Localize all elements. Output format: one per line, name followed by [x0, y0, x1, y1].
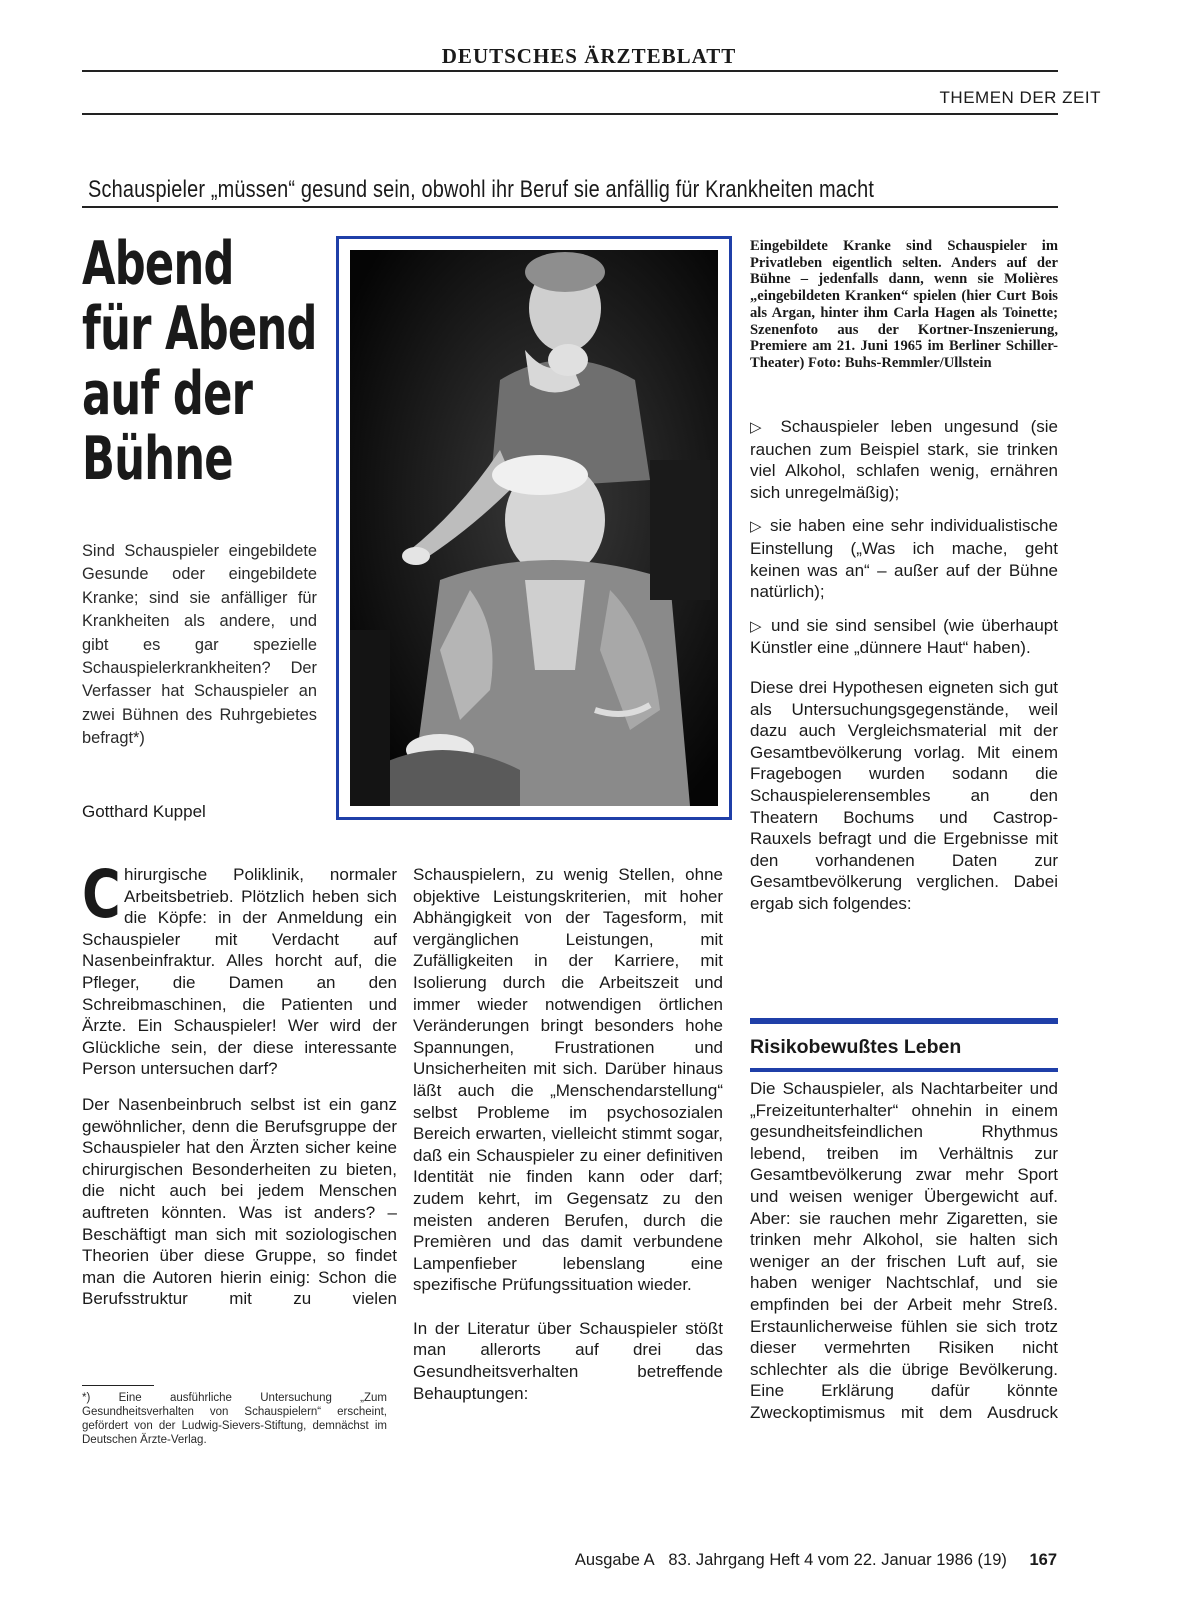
column-right — [750, 416, 1058, 928]
body-paragraph: Die Schauspieler, als Nachtarbeiter und „Freizeitunterhalter“ ohnehin in einem gesundheitsfeindlichen Rhythmus lebend, treiben im Verhältnis zur Gesamtbevölkerung zwar mehr Sport und weisen weniger Übergewicht auf. Aber: sie rauchen mehr Zigaretten, sie trinken mehr Alkohol, sie halten sich weniger an der frischen Luft auf, sie haben weniger Nachtschlaf, und sie empfinden bei der Arbeit mehr Streß. Erstaunlicherweise fühlen sie sich trotz dieser vermehrten Risiken nicht schlechter als die übrige Bevölkerung. Eine Erklärung dafür könnte Zweckoptimismus mit dem Ausdruck — [750, 1079, 1058, 1422]
triangle-bullet-icon: ▷ — [750, 518, 764, 536]
article-headline — [82, 229, 317, 494]
column-left — [82, 856, 397, 1324]
author-name: Gotthard Kuppel — [82, 802, 206, 821]
body-paragraph: hirurgische Poliklinik, normaler Arbeitsbetrieb. Plötzlich heben sich die Köpfe: in der Anmeldung ein Schauspieler mit Verdacht auf Nasenbeinfraktur. Alles horcht auf, die Pfleger, die Damen an den Schreibmaschinen, die Patienten und Ärzte. Ein Schauspieler! Wer wird der Glückliche sein, der diese interessante Person untersuchen darf? — [82, 865, 397, 1079]
body-paragraph: In der Literatur über Schauspieler stößt man allerorts auf drei das Gesundheitsverhalten betreffende Behauptungen: — [413, 1318, 723, 1403]
body-paragraph: Schauspielern, zu wenig Stellen, ohne objektive Leistungskriterien, mit hoher Abhängigkeit von der Tagesform, mit vergänglichen Leistungen, mit Zufälligkeiten in der Karriere, mit Isolierung durch die Arbeitszeit und immer wieder notwendigen örtlichen Veränderungen bringt besonders hohe Spannungen, Frustrationen und Unsicherheiten mit sich. Darüber hinaus läßt auch die „Menschendarstellung“ selbst Probleme im psychosozialen Bereich erwarten, vielleicht stimmt sogar, daß ein Schauspieler zu einer definitiven Identität nie finden kann oder darf; zudem kehrt, im Gegensatz zu den meisten anderen Berufen, durch die Premièren und das damit verbundene Lampenfieber lebenslang eine spezifische Prüfungssituation wieder. — [413, 865, 723, 1295]
heading-text: Risikobewußtes Leben — [750, 1036, 962, 1058]
subtitle-rule — [82, 206, 1058, 208]
triangle-bullet-icon: ▷ — [750, 419, 769, 436]
issue-info: 83. Jahrgang Heft 4 vom 22. Januar 1986 (19) — [668, 1551, 1007, 1569]
triangle-bullet-icon: ▷ — [750, 617, 764, 635]
body-paragraph: Diese drei Hypothesen eigneten sich gut als Untersuchungsgegenstände, weil dazu auch Vergleichsmaterial mit der Gesamtbevölkerung vorlag. Mit einem Fragebogen wurden sodann die Schauspielerensembles an den Theatern Bochums und Castrop-Rauxels befragt und die Ergebnisse mit den vorhandenen Daten zur Gesamtbevölkerung verglichen. Dabei ergab sich folgendes: — [750, 677, 1058, 913]
column-middle — [413, 864, 723, 1418]
body-paragraph: Der Nasenbeinbruch selbst ist ein ganz gewöhnlicher, denn die Berufsgruppe der Schauspieler hat den Ärzten sicher keine chirurgischen Besonderheiten zu bieten, die nicht auch bei jedem Menschen auftreten könnten. Was ist anders? – Beschäftigt man sich mit soziologischen Theorien über diese Gruppe, so findet man die Autoren hierin einig: Schon die Berufsstruktur mit zu vielen — [82, 1094, 397, 1309]
photo-caption: Eingebildete Kranke sind Schauspieler im Privatleben eigentlich selten. Anders auf der Bühne – jedenfalls dann, wenn sie Molières „eingebildeten Kranken“ spielen (hier Curt Bois als Argan, hinter ihm Carla Hagen als Toinette; Szenenfoto aus der Kortner-Inszenierung, Premiere am 21. Juni 1965 im Berliner Schiller-Theater) Foto: Buhs-Remmler/Ullstein — [750, 238, 1058, 371]
edition-label: Ausgabe A — [574, 1551, 655, 1569]
column-right-continued — [750, 1078, 1058, 1438]
article-teaser: Sind Schauspieler eingebildete Gesunde oder eingebildete Kranke; sind sie anfälliger für Krankheiten als andere, und gibt es gar spezielle Schauspielerkrankheiten? Der Verfasser hat Schauspieler an zwei Bühnen des Ruhrgebietes befragt*) — [82, 542, 317, 748]
hypothesis-list — [750, 416, 1058, 659]
article-subtitle: Schauspieler „müssen“ gesund sein, obwohl ihr Beruf sie anfällig für Krankheiten macht — [88, 176, 875, 203]
headline-line: auf der — [82, 359, 253, 429]
list-item-text: und sie sind sensibel (wie überhaupt Künstler eine „dünnere Haut“ haben). — [750, 615, 1058, 658]
section-heading — [750, 1018, 1058, 1072]
section-label: THEMEN DER ZEIT — [939, 88, 1101, 107]
photo-image — [350, 250, 718, 806]
drop-cap: C — [82, 856, 121, 933]
page-number: 167 — [1029, 1551, 1057, 1569]
page-footer — [575, 1551, 1057, 1570]
list-item — [750, 416, 1058, 503]
masthead: DEUTSCHES ÄRZTEBLATT — [441, 44, 737, 68]
list-item-text: sie haben eine sehr individualistische Einstellung („Was ich mache, geht keinen was an“ – außer auf der Bühne natürlich); — [750, 516, 1058, 602]
headline-line: Abend — [82, 229, 234, 299]
stage-photo — [336, 236, 732, 820]
masthead-rule — [82, 70, 1058, 72]
section-rule — [82, 113, 1058, 115]
footnote: *) Eine ausführliche Untersuchung „Zum Gesundheitsverhalten von Schauspielern“ erscheint, gefördert von der Ludwig-Sievers-Stiftung, demnächst im Deutschen Ärzte-Verlag. — [82, 1392, 387, 1446]
list-item-text: Schauspieler leben ungesund (sie rauchen zum Beispiel stark, sie trinken viel Alkohol, schlafen wenig, ernähren sich unregelmäßig); — [750, 417, 1058, 502]
heading-bar-bottom — [750, 1068, 1058, 1072]
headline-line: für Abend — [82, 294, 317, 364]
list-item — [750, 515, 1058, 602]
headline-line: Bühne — [82, 424, 233, 494]
footnote-rule — [82, 1385, 154, 1386]
list-item — [750, 615, 1058, 659]
